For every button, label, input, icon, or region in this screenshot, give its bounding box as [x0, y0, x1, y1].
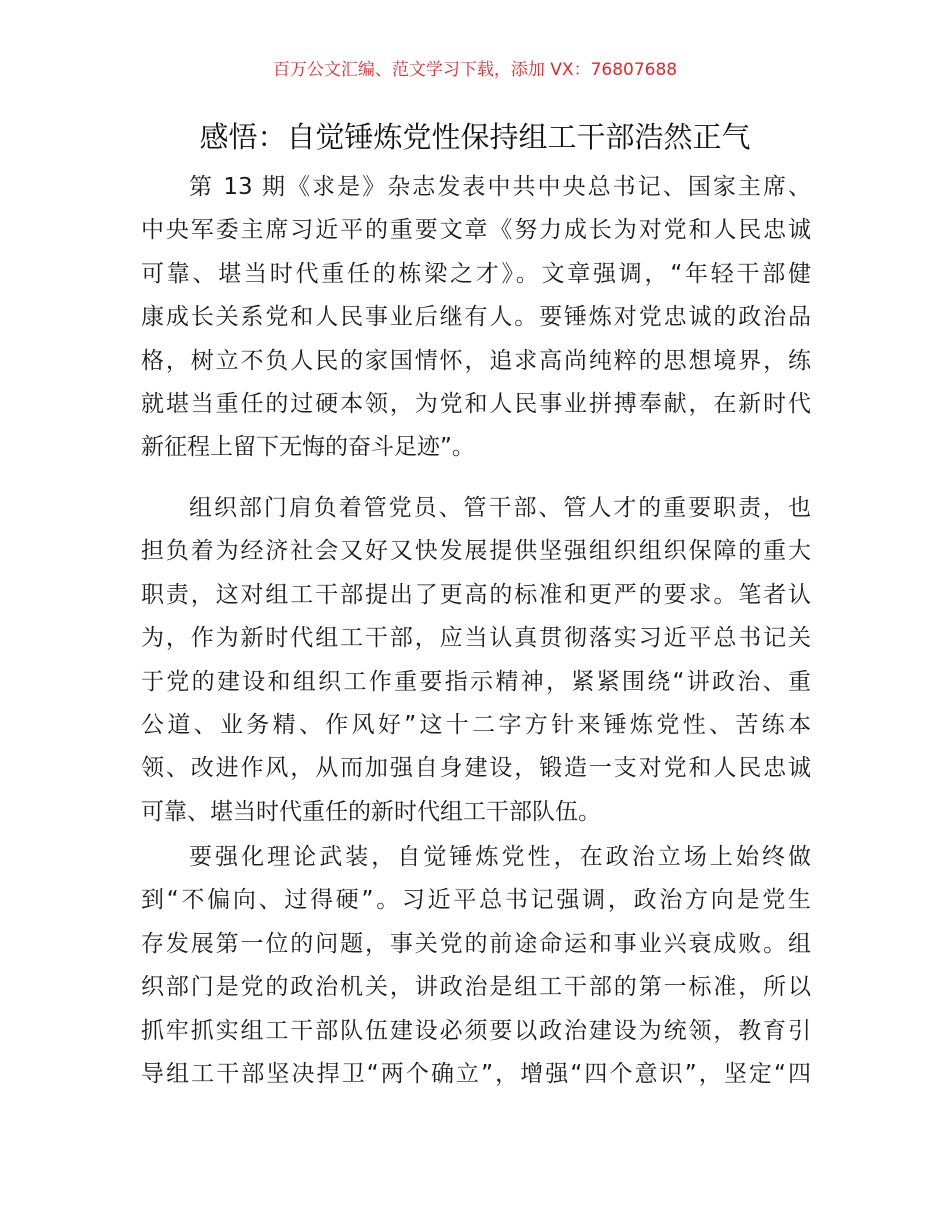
text-line: 存发展第一位的问题，事关党的前途命运和事业兴衰成败。组 [141, 930, 811, 957]
text-line: 中央军委主席习近平的重要文章《努力成长为对党和人民忠诚 [141, 217, 811, 244]
text-line: 公道、业务精、作风好”这十二字方针来锤炼党性、苦练本 [141, 711, 811, 738]
text-line: 第 13 期《求是》杂志发表中共中央总书记、国家主席、 [189, 174, 811, 200]
text-line: 可靠、堪当时代重任的新时代组工干部队伍。 [141, 798, 601, 825]
watermark-banner: 百万公文汇编、范文学习下载，添加 VX：76807688 [272, 60, 678, 80]
text-line: 织部门是党的政治机关，讲政治是组工干部的第一标准，所以 [141, 974, 811, 1001]
text-line: 组织部门肩负着管党员、管干部、管人才的重要职责，也 [189, 495, 811, 521]
text-line: 到“不偏向、过得硬”。习近平总书记强调，政治方向是党生 [141, 887, 811, 914]
text-line: 格，树立不负人民的家国情怀，追求高尚纯粹的思想境界，练 [141, 347, 811, 374]
text-line: 可靠、堪当时代重任的栋梁之才》。文章强调，“年轻干部健 [141, 260, 811, 287]
text-line: 要强化理论武装，自觉锤炼党性，在政治立场上始终做 [189, 844, 811, 870]
paragraph-1 [141, 166, 811, 470]
text-line: 职责，这对组工干部提出了更高的标准和更严的要求。笔者认 [141, 581, 811, 608]
text-line: 领、改进作风，从而加强自身建设，锻造一支对党和人民忠诚 [141, 755, 811, 782]
text-line: 为，作为新时代组工干部，应当认真贯彻落实习近平总书记关 [141, 625, 811, 652]
text-line: 担负着为经济社会又好又快发展提供坚强组织组织保障的重大 [141, 538, 811, 565]
text-line: 导组工干部坚决捍卫“两个确立”，增强“四个意识”，坚定“四 [141, 1060, 811, 1087]
text-line: 新征程上留下无悔的奋斗足迹”。 [141, 434, 475, 461]
text-line: 抓牢抓实组工干部队伍建设必须要以政治建设为统领，教育引 [141, 1017, 811, 1044]
paragraph-3 [141, 836, 811, 1096]
text-line: 于党的建设和组织工作重要指示精神，紧紧围绕“讲政治、重 [141, 668, 811, 695]
text-line: 就堪当重任的过硬本领，为党和人民事业拼搏奉献，在新时代 [141, 390, 811, 417]
paragraph-2 [141, 487, 811, 834]
text-line: 康成长关系党和人民事业后继有人。要锤炼对党忠诚的政治品 [141, 304, 811, 331]
document-title: 感悟：自觉锤炼党性保持组工干部浩然正气 [199, 120, 751, 154]
